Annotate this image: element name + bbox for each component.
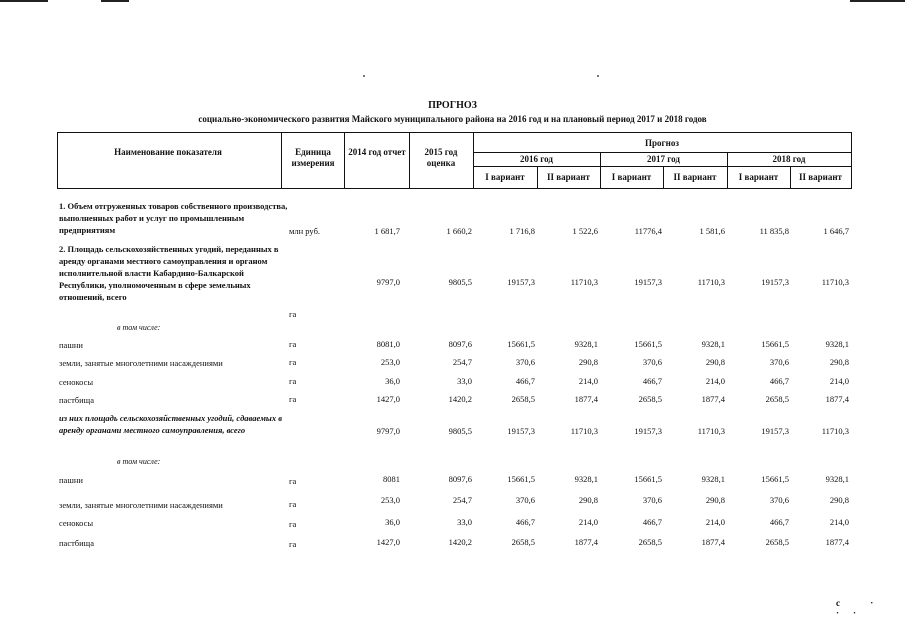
row-unit: га [289,476,297,486]
cell-2017-v1: 466,7 [642,517,662,527]
table-row [57,376,850,390]
cell-2017-v2: 1877,4 [701,537,725,547]
cell-2014: 253,0 [380,357,400,367]
table-row [57,323,850,335]
header-2015: 2015 год оценка [424,147,458,168]
row-unit: га [289,339,297,349]
scan-mark-left [0,0,48,2]
cell-2018-v1: 2658,5 [765,537,789,547]
cell-2014: 9797,0 [376,277,400,287]
cell-2015: 8097,6 [448,474,472,484]
cell-2016-v1: 370,6 [515,357,535,367]
table-row [57,412,850,450]
header-name: Наименование показателя [114,147,222,157]
row-name: 2. Площадь сельскохозяйственных угодий, переданных в аренду органами местного самоуправления и органом исполнительной власти Кабардино-Балкарской Республики, уполномоченным в сфере земельных отношений, всего [59,244,279,302]
table-row [57,394,850,408]
header-forecast: Прогноз [645,138,679,148]
row-unit: га [289,394,297,404]
cell-2015: 33,0 [457,517,472,527]
cell-2016-v2: 9328,1 [574,339,598,349]
cell-2018-v1: 15661,5 [761,474,789,484]
table-row [57,357,850,371]
cell-2016-v1: 15661,5 [507,474,535,484]
cell-2017-v1: 370,6 [642,495,662,505]
cell-2018-v2: 290,8 [829,495,849,505]
row-name: пастбища [59,395,95,405]
scan-dot [363,75,365,77]
cell-2017-v1: 370,6 [642,357,662,367]
row-name: из них площадь сельскохозяйственных угодий, сдаваемых в аренду органами местного самоуправления, всего [59,413,283,435]
cell-2016-v1: 2658,5 [511,537,535,547]
row-unit: га [289,309,297,319]
cell-2017-v2: 290,8 [705,495,725,505]
cell-2016-v1: 466,7 [515,517,535,527]
row-unit: га [289,357,297,367]
cell-2018-v2: 290,8 [829,357,849,367]
cell-2014: 1427,0 [376,394,400,404]
table-row [57,537,850,551]
cell-2017-v2: 1877,4 [701,394,725,404]
cell-2017-v1: 466,7 [642,376,662,386]
cell-2017-v1: 19157,3 [634,426,662,436]
cell-2017-v2: 11710,3 [697,277,725,287]
table-row [57,474,850,488]
cell-2016-v2: 9328,1 [574,474,598,484]
cell-2017-v2: 9328,1 [701,474,725,484]
cell-2018-v1: 466,7 [769,517,789,527]
cell-2015: 9805,5 [448,277,472,287]
cell-2015: 254,7 [452,357,472,367]
cell-2017-v1: 15661,5 [634,339,662,349]
row-name: сенокосы [59,377,94,387]
cell-2016-v2: 11710,3 [570,426,598,436]
cell-2018-v2: 1 646,7 [823,226,849,236]
cell-2018-v1: 466,7 [769,376,789,386]
cell-2016-v1: 19157,3 [507,426,535,436]
cell-2018-v1: 15661,5 [761,339,789,349]
row-name: пашни [59,340,83,350]
cell-2014: 8081 [383,474,400,484]
cell-2018-v1: 2658,5 [765,394,789,404]
header-year-2016: 2016 год [520,154,553,164]
header-variant: I вариант [738,172,779,182]
cell-2016-v2: 290,8 [578,495,598,505]
document-title: ПРОГНОЗ [428,100,477,111]
cell-2018-v1: 19157,3 [761,426,789,436]
cell-2015: 9805,5 [448,426,472,436]
cell-2016-v1: 1 716,8 [509,226,535,236]
row-unit: га [289,539,297,549]
cell-2017-v2: 9328,1 [701,339,725,349]
cell-2014: 9797,0 [376,426,400,436]
table-row [57,243,850,321]
table-header [57,132,852,189]
cell-2016-v2: 290,8 [578,357,598,367]
header-year-2017: 2017 год [647,154,680,164]
cell-2017-v2: 214,0 [705,517,725,527]
cell-2018-v2: 214,0 [829,376,849,386]
scan-mark-center [101,0,129,2]
row-name: пашни [59,475,83,485]
header-variant: I вариант [611,172,652,182]
cell-2014: 36,0 [385,376,400,386]
cell-2014: 253,0 [380,495,400,505]
cell-2016-v2: 1877,4 [574,537,598,547]
cell-2018-v2: 11710,3 [821,277,849,287]
row-name: сенокосы [59,518,94,528]
cell-2016-v2: 11710,3 [570,277,598,287]
cell-2018-v2: 214,0 [829,517,849,527]
cell-2016-v2: 1 522,6 [572,226,598,236]
scan-mark-right [850,0,905,2]
cell-2017-v2: 290,8 [705,357,725,367]
cell-2017-v1: 2658,5 [638,394,662,404]
cell-2015: 1 660,2 [446,226,472,236]
cell-2017-v2: 11710,3 [697,426,725,436]
row-subheading: в том числе: [117,457,161,466]
row-unit: га [289,519,297,529]
table-row [57,457,850,469]
header-2014: 2014 год отчет [348,147,406,157]
cell-2016-v1: 15661,5 [507,339,535,349]
row-unit: млн руб. [289,226,321,236]
cell-2015: 254,7 [452,495,472,505]
header-variant: II вариант [799,172,842,182]
table-row [57,517,850,531]
header-variant: II вариант [673,172,717,182]
cell-2017-v1: 2658,5 [638,537,662,547]
row-unit: га [289,376,297,386]
cell-2016-v2: 1877,4 [574,394,598,404]
table-row [57,495,850,511]
cell-2018-v1: 11 835,8 [759,226,789,236]
header-year-2018: 2018 год [772,154,806,164]
cell-2018-v1: 19157,3 [761,277,789,287]
cell-2017-v1: 15661,5 [634,474,662,484]
document-subtitle: социально-экономического развития Майского муниципального района на 2016 год и на плановый период 2017 и 2018 годов [198,114,707,124]
cell-2018-v2: 9328,1 [825,474,849,484]
cell-2016-v1: 466,7 [515,376,535,386]
cell-2015: 1420,2 [448,394,472,404]
header-unit: Единица измерения [291,147,335,168]
cell-2014: 8081,0 [376,339,400,349]
row-name: 1. Объем отгруженных товаров собственного производства, выполненных работ и услуг по промышленным предприятиям [59,201,288,235]
row-subheading: в том числе: [117,323,161,332]
header-variant: II вариант [547,172,590,182]
cell-2018-v2: 1877,4 [825,394,849,404]
cell-2015: 8097,6 [448,339,472,349]
cell-2017-v2: 1 581,6 [699,226,725,236]
cell-2018-v1: 370,6 [769,357,789,367]
scan-dot [597,75,599,77]
cell-2016-v2: 214,0 [578,517,598,527]
cell-2017-v1: 19157,3 [634,277,662,287]
cell-2016-v1: 370,6 [515,495,535,505]
cell-2018-v2: 1877,4 [825,537,849,547]
cell-2015: 1420,2 [448,537,472,547]
table-row [57,339,850,353]
row-unit: га [289,499,297,509]
cell-2017-v2: 214,0 [705,376,725,386]
cell-2016-v1: 2658,5 [511,394,535,404]
cell-2018-v2: 11710,3 [821,426,849,436]
header-variant: I вариант [485,172,525,182]
cell-2016-v1: 19157,3 [507,277,535,287]
cell-2018-v2: 9328,1 [825,339,849,349]
row-name: пастбища [59,538,95,548]
cell-2014: 1427,0 [376,537,400,547]
cell-2018-v1: 370,6 [769,495,789,505]
scan-specks: с · ·· [836,598,888,618]
table-row [57,200,850,240]
row-name: земли, занятые многолетними насаждениями [59,358,223,368]
cell-2016-v2: 214,0 [578,376,598,386]
row-name: земли, занятые многолетними насаждениями [59,500,223,510]
cell-2014: 1 681,7 [374,226,400,236]
cell-2014: 36,0 [385,517,400,527]
cell-2015: 33,0 [457,376,472,386]
cell-2017-v1: 11776,4 [634,226,662,236]
